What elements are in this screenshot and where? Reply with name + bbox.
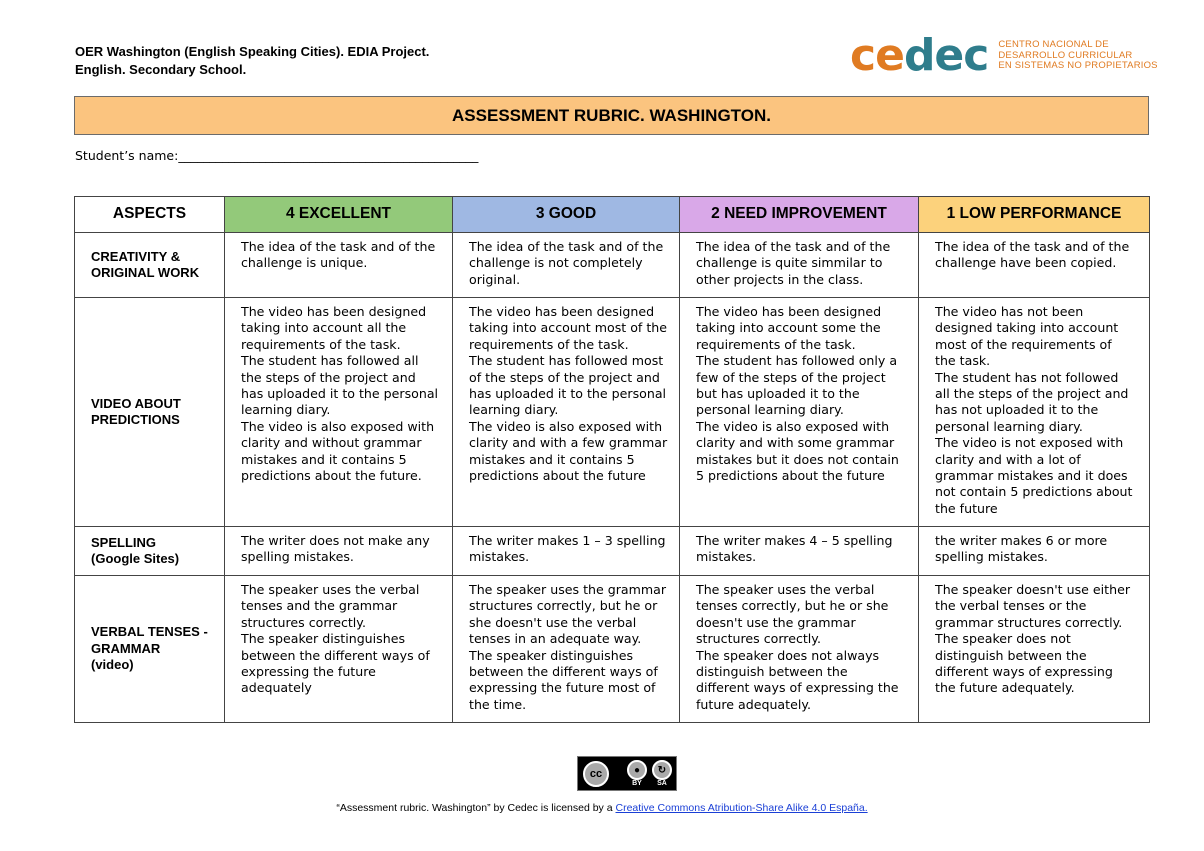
table-row [75,527,1150,576]
cedec-wordmark [850,32,988,80]
sa-block [652,760,672,787]
cell-text: The speaker uses the grammar structures correctly, but he or she doesn't use the verbal tenses in an adequate way. The speaker distinguishes between the different ways of expressing the future most of the time. [469,582,667,712]
cell-text: The writer makes 1 – 3 spelling mistakes. [469,533,666,565]
tagline-1: CENTRO NACIONAL DE [998,39,1109,51]
by-label: BY [632,780,642,787]
by-block [627,760,647,787]
license-text: “Assessment rubric. Washington” by Cedec is licensed by a [336,802,616,814]
rubric-cell [225,298,453,527]
rubric-cell [919,233,1150,298]
cell-text: The idea of the task and of the challenge is quite simmilar to other projects in the class. [696,239,891,287]
tagline-3: EN SISTEMAS NO PROPIETARIOS [998,60,1158,72]
rubric-cell [680,233,919,298]
rubric-table [74,196,1150,723]
cell-text: The idea of the task and of the challenge have been copied. [935,239,1130,271]
rubric-cell [453,298,680,527]
table-row [75,576,1150,723]
aspect-video-predictions: VIDEO ABOUT PREDICTIONS [75,298,225,527]
header-line-2: English. Secondary School. [75,62,247,77]
rubric-title: ASSESSMENT RUBRIC. WASHINGTON. [74,96,1149,135]
cc-icon: cc [583,761,609,787]
rubric-cell [919,576,1150,723]
rubric-cell [225,233,453,298]
cedec-logo [850,32,1158,80]
cell-text: The writer makes 4 – 5 spelling mistakes. [696,533,893,565]
rubric-cell [225,527,453,576]
cell-text: The video has been designed taking into account most of the requirements of the task. The student has followed most of the steps of the project and has uploaded it to the personal learning diary. The video is also exposed with clarity and with a few grammar mistakes and it contains 5 predictions about the future [469,304,668,484]
cell-text: the writer makes 6 or more spelling mistakes. [935,533,1108,565]
aspect-spelling: SPELLING (Google Sites) [75,527,225,576]
sa-label: SA [657,780,667,787]
wordmark-part-2: dec [903,30,989,81]
column-header-good: 3 GOOD [453,197,680,233]
rubric-cell [225,576,453,723]
rubric-cell [680,576,919,723]
cedec-tagline [998,40,1157,72]
wordmark-part-1: ce [850,30,904,81]
cell-text: The speaker uses the verbal tenses and the grammar structures correctly. The speaker distinguishes between the different ways of expressing the future adequately [241,582,430,696]
cell-text: The video has been designed taking into account some the requirements of the task. The student has followed only a few of the steps of the project but has uploaded it to the personal learning diary. The video is also exposed with clarity and with some grammar mistakes but it does not contain 5 predictions about the future [696,304,899,484]
license-footer [0,802,1204,814]
aspect-creativity: CREATIVITY & ORIGINAL WORK [75,233,225,298]
table-row [75,298,1150,527]
share-alike-icon: ↻ [652,760,672,780]
rubric-cell [919,527,1150,576]
cell-text: The writer does not make any spelling mistakes. [241,533,430,565]
rubric-cell [919,298,1150,527]
aspect-verbal-tenses: VERBAL TENSES - GRAMMAR (video) [75,576,225,723]
cell-text: The video has been designed taking into account all the requirements of the task. The student has followed all the steps of the project and has uploaded it to the personal learning diary. The video is also exposed with clarity and without grammar mistakes and it contains 5 predictions about the future. [241,304,439,484]
document-header [75,43,429,79]
rubric-cell [453,576,680,723]
rubric-cell [453,527,680,576]
table-row [75,233,1150,298]
attribution-person-icon: ● [627,760,647,780]
cell-text: The video has not been designed taking into account most of the requirements of the task. The student has not followed all the steps of the project and has not uploaded it to the personal learning diary. The video is not exposed with clarity and with a lot of grammar mistakes and it does not contain 5 predictions about the future [935,304,1133,516]
cell-text: The speaker uses the verbal tenses correctly, but he or she doesn't use the grammar structures correctly. The speaker does not always distinguish between the different ways of expressing the future adequately. [696,582,899,712]
cell-text: The speaker doesn't use either the verbal tenses or the grammar structures correctly. The speaker does not distinguish between the different ways of expressing the future adequately. [935,582,1130,696]
column-header-aspects: ASPECTS [75,197,225,233]
rubric-cell [680,527,919,576]
tagline-2: DESARROLLO CURRICULAR [998,49,1133,61]
rubric-cell [680,298,919,527]
cell-text: The idea of the task and of the challenge is not completely original. [469,239,664,287]
rubric-header-row [75,197,1150,233]
student-name-line: Student’s name:________________________________________________ [75,148,479,163]
header-line-1: OER Washington (English Speaking Cities). EDIA Project. [75,44,430,59]
rubric-cell [453,233,680,298]
column-header-excellent: 4 EXCELLENT [225,197,453,233]
cell-text: The idea of the task and of the challenge is unique. [241,239,436,271]
column-header-low-performance: 1 LOW PERFORMANCE [919,197,1150,233]
license-link[interactable]: Creative Commons Atribution-Share Alike 4.0 España. [615,802,868,814]
column-header-need-improvement: 2 NEED IMPROVEMENT [680,197,919,233]
cc-license-badge [577,756,677,791]
